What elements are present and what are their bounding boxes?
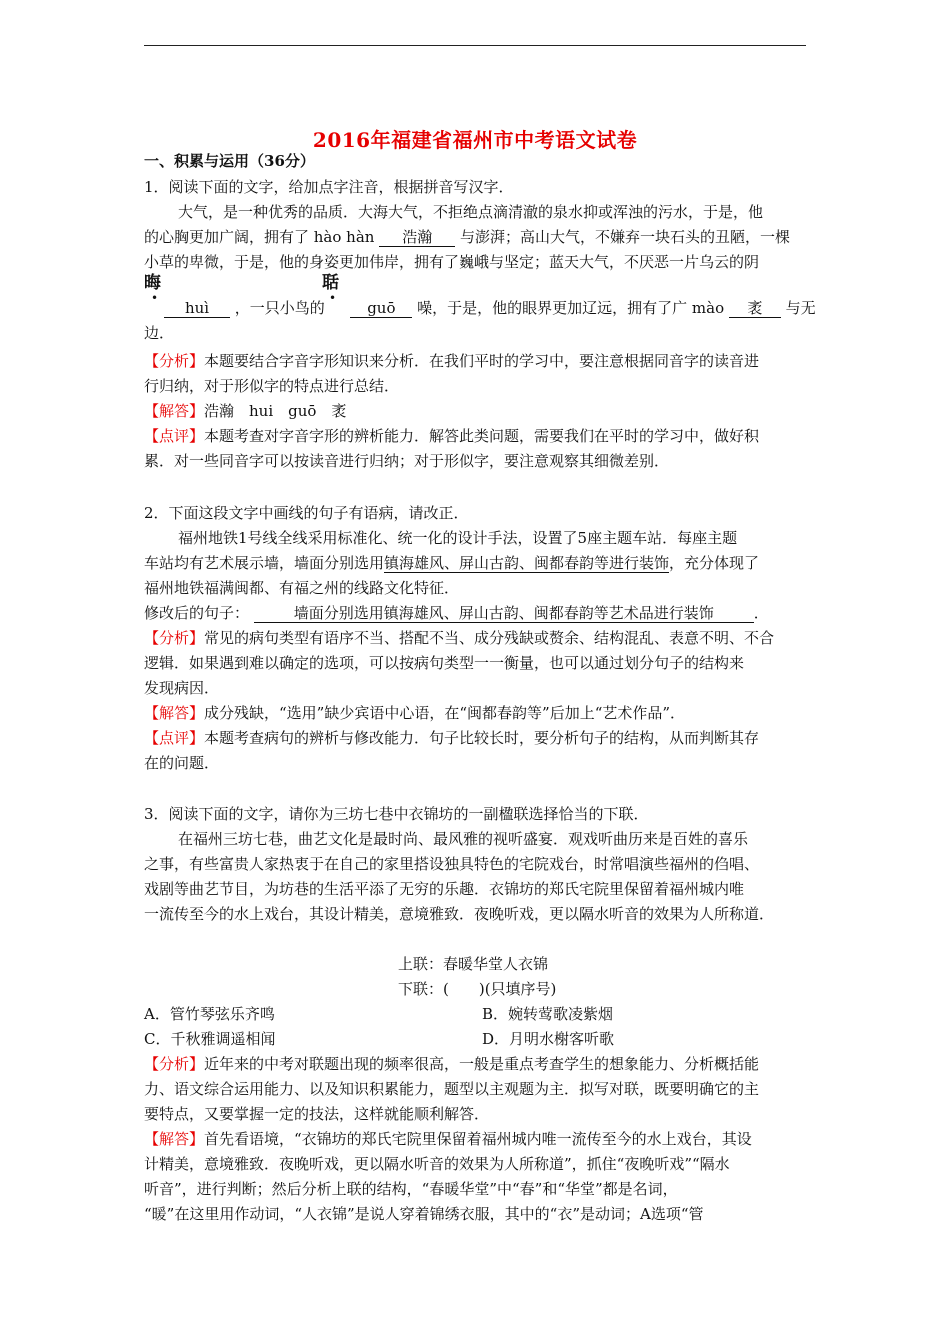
q2-stem: 2．下面这段文字中画线的句子有语病，请改正． [144,504,469,522]
q3-passage-line: 一流传至今的水上戏台，其设计精美，意境雅致．夜晚听戏，更以隔水听音的效果为人所称道． [144,905,775,923]
page-title: 2016年福建省福州市中考语文试卷 [312,128,638,152]
q1-passage-line: 大气，是一种优秀的品质．大海大气，不拒绝点滴清澈的泉水抑或浑浊的污水，于是，他 [178,203,764,221]
q2-passage-line: 车站均有艺术展示墙，墙面分别选用镇海雄风、屏山古韵、闽都春韵等进行装饰，充分体现了 [144,554,760,572]
q1-comment: 累．对一些同音字可以按读音进行归纳；对于形似字，要注意观察其细微差别． [144,452,670,470]
q1-passage-line: 小草的卑微，于是，他的身姿更加伟岸，拥有了巍峨与坚定；蓝天大气，不厌恶一片乌云的阴 [144,253,760,271]
q1-answer-blank: 袤 [729,299,781,318]
q3-analysis: 力、语文综合运用能力、以及知识积累能力，题型以主观题为主．拟写对联，既要明确它的主 [144,1080,760,1098]
q2-analysis: 发现病因． [144,679,220,697]
q3-answer: “暖”在这里用作动词，“人衣锦”是说人穿着锦绣衣服，其中的“衣”是动词；A选项“管 [144,1205,704,1223]
q3-answer: 计精美，意境雅致．夜晚听戏，更以隔水听音的效果为人所称道”，抓住“夜晚听戏”“隔水 [144,1155,730,1173]
q3-passage-line: 在福州三坊七巷，曲艺文化是最时尚、最风雅的视听盛宴．观戏听曲历来是百姓的喜乐 [178,830,749,848]
q3-passage-line: 之事，有些富贵人家热衷于在自己的家里搭设独具特色的宅院戏台，时常唱演些福州的㑇唱、 [144,855,760,873]
option-d: D．月明水榭客听歌 [482,1030,615,1048]
q1-stem: 1．阅读下面的文字，给加点字注音，根据拼音写汉字． [144,178,514,196]
q1-passage-line: 边． [144,324,175,342]
couplet-upper: 上联：春暖华堂人衣锦 [398,955,549,973]
underlined-sentence: 镇海雄风、屏山古韵、闽都春韵等进行装饰 [384,554,670,572]
q3-answer: 听音”，进行判断；然后分析上联的结构，“春暖华堂”中“春”和“华堂”都是名词， [144,1180,678,1198]
q1-answer-blank: huì [164,299,230,318]
emphasis-dot: • [329,291,337,305]
q3-analysis: 【分析】近年来的中考对联题出现的频率很高，一般是重点考查学生的想象能力、分析概括能 [144,1055,760,1073]
q1-answer-blank: guō [350,299,412,318]
q2-answer: 【解答】成分残缺，“选用”缺少宾语中心语，在“闽都春韵等”后加上“艺术作品”． [144,704,686,722]
dotted-character: 聒 [322,273,339,293]
q2-comment: 在的问题． [144,754,220,772]
dotted-character: 晦 [144,273,161,293]
q1-passage-line: 的心胸更加广阔，拥有了 hào hàn 浩瀚 与澎湃；高山大气，不嫌弃一块石头的丑陋，一棵 [144,228,791,246]
option-a: A．管竹琴弦乐齐鸣 [144,1005,275,1023]
q3-stem: 3．阅读下面的文字，请你为三坊七巷中衣锦坊的一副楹联选择恰当的下联． [144,805,649,823]
q2-answer-blank: 墙面分别选用镇海雄风、屏山古韵、闽都春韵等艺术品进行装饰 [254,604,754,623]
q2-passage-line: 福州地铁1号线全线采用标准化、统一化的设计手法，设置了5座主题车站．每座主题 [178,529,738,547]
q1-answer-blank: 浩瀚 [379,228,455,247]
header-rule [144,45,806,46]
option-c: C．千秋雅调遥相闻 [144,1030,276,1048]
q2-analysis: 【分析】常见的病句类型有语序不当、搭配不当、成分残缺或赘余、结构混乱、表意不明、不合 [144,629,775,647]
q1-analysis: 【分析】本题要结合字音字形知识来分析．在我们平时的学习中，要注意根据同音字的读音进 [144,352,760,370]
q2-passage-line: 福州地铁福满闽都、有福之州的线路文化特征． [144,579,460,597]
q1-answer: 【解答】浩瀚 hui guō 袤 [144,402,347,420]
option-b: B．婉转莺歌凌紫烟 [482,1005,614,1023]
couplet-lower: 下联：( )(只填序号) [398,980,557,998]
q2-analysis: 逻辑．如果遇到难以确定的选项，可以按病句类型一一衡量，也可以通过划分句子的结构来 [144,654,745,672]
emphasis-dot: • [151,291,159,305]
q1-comment: 【点评】本题考查对字音字形的辨析能力．解答此类问题，需要我们在平时的学习中，做好积 [144,427,760,445]
q2-fix-line: 修改后的句子： 墙面分别选用镇海雄风、屏山古韵、闽都春韵等艺术品进行装饰 ． [144,604,769,622]
q3-passage-line: 戏剧等曲艺节目，为坊巷的生活平添了无穷的乐趣．衣锦坊的郑氏宅院里保留着福州城内唯 [144,880,745,898]
q1-passage-line: huì ，一只小鸟的 guō 噪，于是，他的眼界更加辽远，拥有了广 mào 袤 与无 [164,297,816,319]
q1-analysis: 行归纳，对于形似字的特点进行总结． [144,377,400,395]
section-heading: 一、积累与运用（36分） [144,152,315,170]
q2-comment: 【点评】本题考查病句的辨析与修改能力．句子比较长时，要分析句子的结构，从而判断其存 [144,729,760,747]
q3-analysis: 要特点，又要掌握一定的技法，这样就能顺利解答． [144,1105,490,1123]
q3-answer: 【解答】首先看语境，“衣锦坊的郑氏宅院里保留着福州城内唯一流传至今的水上戏台，其设 [144,1130,752,1148]
